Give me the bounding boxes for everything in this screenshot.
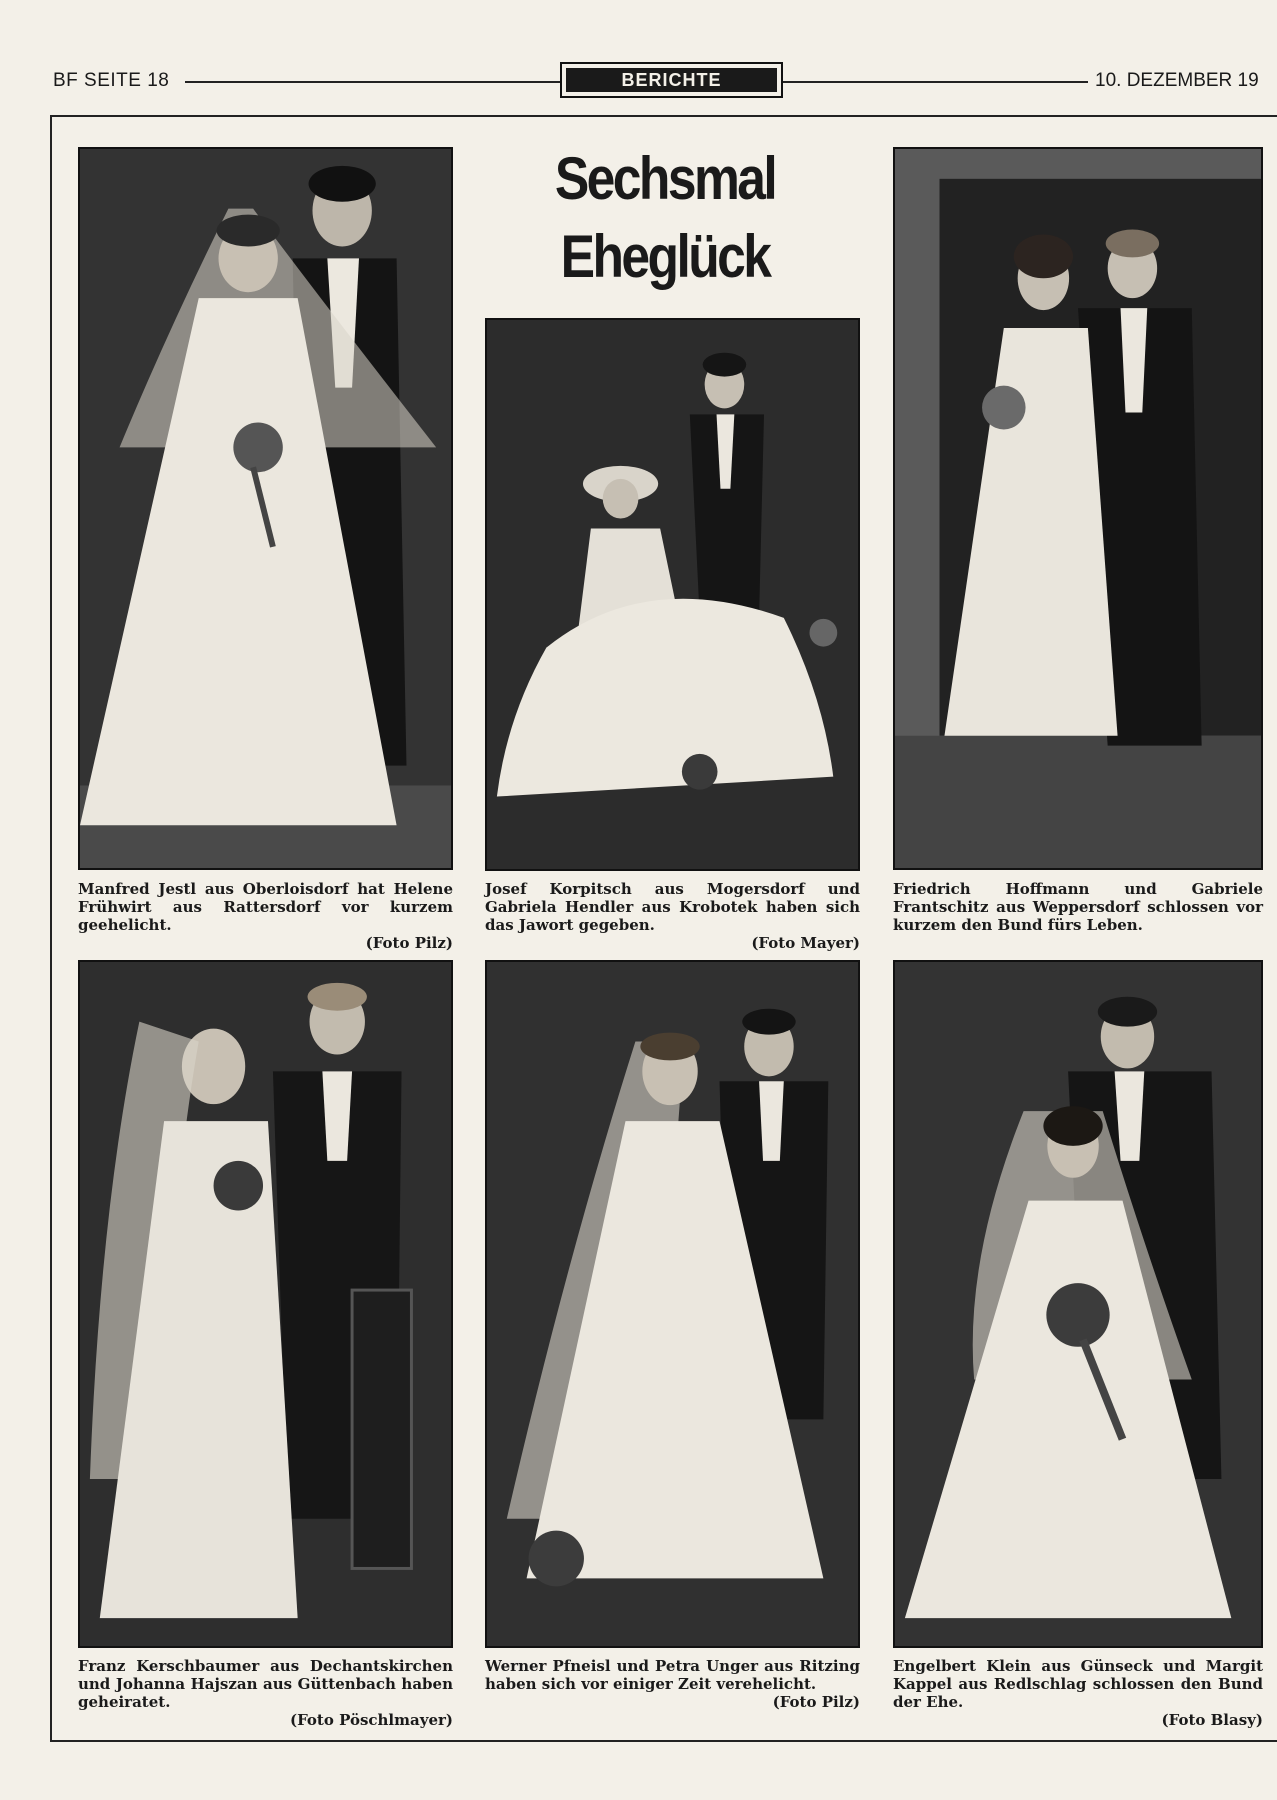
page-number: BF SEITE 18 (53, 70, 170, 91)
photo-5-caption (485, 1657, 860, 1711)
photo-1-caption (78, 880, 453, 952)
photo-2-caption-text: Josef Korpitsch aus Mogersdorf und Gabriela Hendler aus Krobotek haben sich das Jawort gegeben. (485, 880, 860, 934)
wedding-photo-3-image (895, 149, 1261, 868)
wedding-photo-1 (78, 147, 453, 870)
wedding-photo-5-image (487, 962, 858, 1646)
photo-3-caption (893, 880, 1263, 934)
photo-5-credit: (Foto Pilz) (772, 1693, 860, 1711)
photo-4-credit: (Foto Pöschlmayer) (289, 1711, 453, 1729)
page-header (0, 60, 1277, 100)
section-label-box (560, 62, 783, 98)
wedding-photo-2 (485, 318, 860, 871)
photo-1-credit: (Foto Pilz) (365, 934, 453, 952)
section-label: BERICHTE (566, 68, 777, 92)
wedding-photo-5 (485, 960, 860, 1648)
wedding-photo-4 (78, 960, 453, 1648)
photo-6-caption (893, 1657, 1263, 1729)
photo-3-caption-text: Friedrich Hoffmann und Gabriele Frantschitz aus Weppersdorf schlossen vor kurzem den Bund fürs Leben. (893, 880, 1263, 934)
photo-6-credit: (Foto Blasy) (1161, 1711, 1263, 1729)
header-rule-left (185, 81, 560, 83)
photo-6-caption-text: Engelbert Klein aus Günseck und Margit Kappel aus Redlschlag schlossen den Bund der Ehe. (893, 1657, 1263, 1711)
photo-4-caption-text: Franz Kerschbaumer aus Dechantskirchen und Johanna Hajszan aus Güttenbach haben geheiratet. (78, 1657, 453, 1711)
article-headline (506, 140, 824, 296)
wedding-photo-3 (893, 147, 1263, 870)
header-rule-right (783, 81, 1088, 83)
headline-line-1: Sechsmal (554, 145, 776, 212)
photo-1-caption-text: Manfred Jestl aus Oberloisdorf hat Helene Frühwirt aus Rattersdorf vor kurzem geehelicht. (78, 880, 453, 934)
photo-4-caption (78, 1657, 453, 1729)
headline-line-2: Eheglück (560, 223, 770, 290)
wedding-photo-6-image (895, 962, 1261, 1646)
photo-2-caption (485, 880, 860, 952)
issue-date: 10. DEZEMBER 19 (1095, 70, 1259, 91)
wedding-photo-4-image (80, 962, 451, 1646)
photo-5-caption-text: Werner Pfneisl und Petra Unger aus Ritzing haben sich vor einiger Zeit verehelicht. (485, 1657, 860, 1693)
photo-2-credit: (Foto Mayer) (751, 934, 860, 952)
wedding-photo-1-image (80, 149, 451, 868)
wedding-photo-2-image (487, 320, 858, 869)
wedding-photo-6 (893, 960, 1263, 1648)
